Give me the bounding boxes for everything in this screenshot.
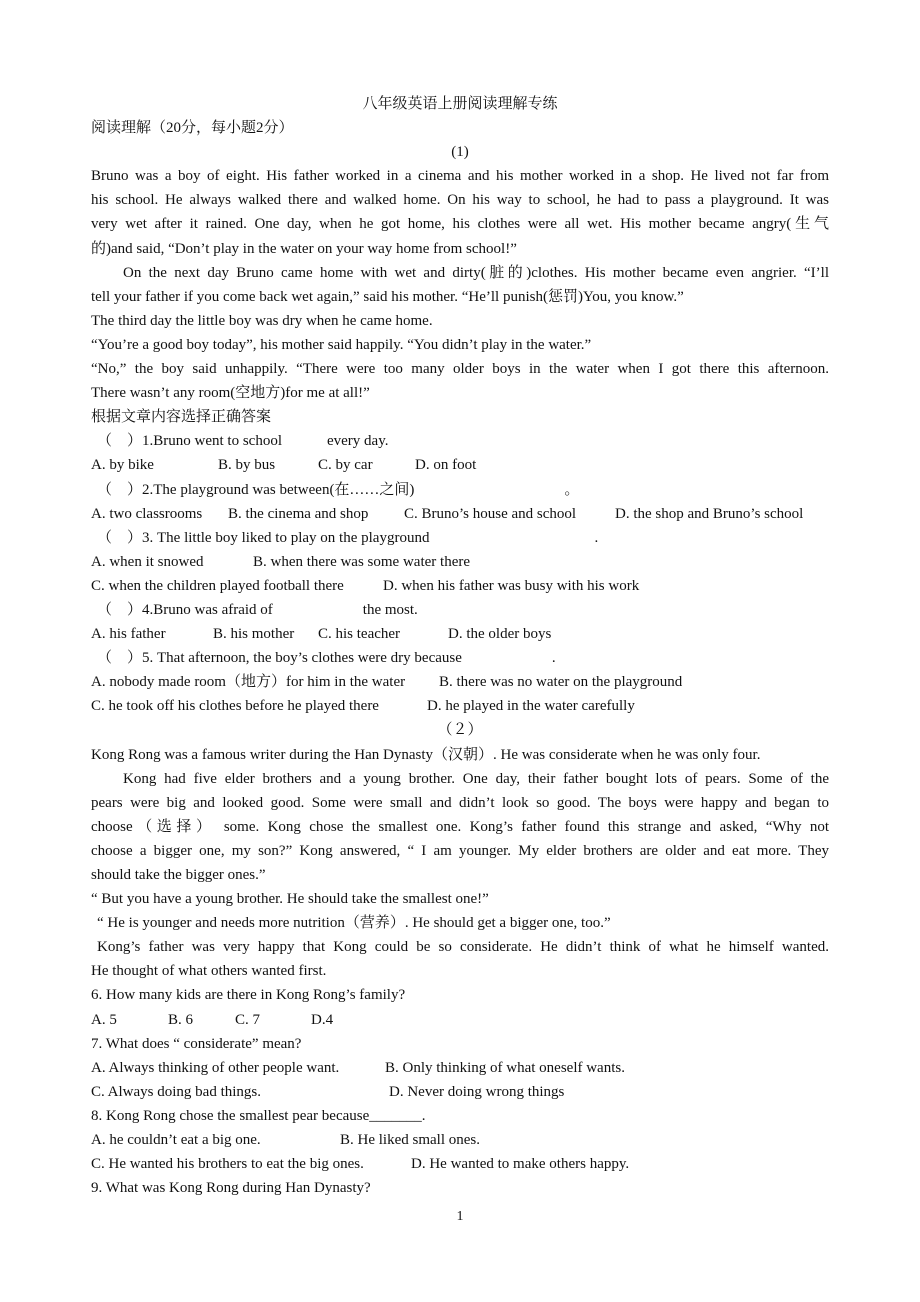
question-stem: 9. What was Kong Rong during Han Dynasty? [91,1180,371,1197]
option: D. the shop and Bruno’s school [615,505,804,522]
option: A. 5 [91,1011,117,1028]
passage2-line: “ He is younger and needs more nutrition（营养）. He should get a bigger one, too.” [97,915,611,932]
option: D. he played in the water carefully [427,698,635,715]
option: C. He wanted his brothers to eat the big ones. [91,1156,364,1173]
passage2-line: should take the bigger ones.” [91,867,266,883]
option: A. his father [91,626,166,643]
options-row [91,670,829,694]
passage1-line: The third day the little boy was dry when he came home. [91,312,433,329]
passage1-line: tell your father if you come back wet again,” said his mother. “He’ll punish(惩罚)You, you know.” [91,288,684,305]
options-row [91,1152,829,1176]
option: A. two classrooms [91,505,203,522]
question-stem: 7. What does “ considerate” mean? [91,1035,302,1052]
passage1-line: On the next day Bruno came home with wet and dirty(脏的)clothes. His mother became even angrier. “I’ll [123,264,829,281]
options-row [91,1008,829,1032]
question-stem: （ ）2.The playground was between(在……之间) 。 [97,481,580,498]
option: C. Always doing bad things. [91,1083,262,1100]
document-page [91,92,829,1200]
instruction: 根据文章内容选择正确答案 [91,409,272,426]
passage2-line: Kong Rong was a famous writer during the Han Dynasty（汉朝）. He was considerate when he was only four. [91,746,761,763]
option: A. nobody made room（地方）for him in the water [91,674,406,691]
options-row [91,1080,829,1104]
option: C. 7 [235,1011,261,1028]
option: B. He liked small ones. [340,1132,480,1149]
options-row [91,453,829,477]
passage1-line: Bruno was a boy of eight. His father worked in a cinema and his mother worked in a shop. He lived not far from [91,168,829,185]
option: C. by car [318,457,373,474]
passage2-line: “ But you have a young brother. He should take the smallest one!” [91,891,489,908]
options-row [91,1056,829,1080]
question-stem: （ ）1.Bruno went to school every day. [97,433,389,450]
passage2-line: Kong had five elder brothers and a young brother. One day, their father bought lots of pears. Some of the [123,770,829,787]
passage2-line: He thought of what others wanted first. [91,963,327,980]
page-number: 1 [456,1209,464,1224]
option: C. when the children played football there [91,577,344,594]
passage2-label: （２） [437,722,483,739]
option: C. Bruno’s house and school [404,505,577,522]
options-row [91,1128,829,1152]
option: C. his teacher [318,626,401,643]
option: D. He wanted to make others happy. [411,1156,630,1173]
section-heading: 阅读理解（20分，每小题2分） [91,120,294,137]
options-row [91,574,829,598]
option: A. Always thinking of other people want. [91,1059,340,1076]
passage2-line: Kong’s father was very happy that Kong could be so considerate. He didn’t think of what he himself wanted. [97,939,829,956]
option: B. 6 [168,1011,194,1028]
passage2-line: pears were big and looked good. Some were small and didn’t look so good. The boys were happy and began to [91,794,829,811]
passage1-line: his school. He always walked there and walked home. On his way to school, he had to pass a playground. It was [91,192,829,209]
option: B. when there was some water there [253,553,471,570]
passage2-line: choose a bigger one, my son?” Kong answered, “ I am younger. My elder brothers are older and eat more. They [91,842,829,859]
passage1-line: 的)and said, “Don’t play in the water on your way home from school!” [91,240,517,257]
option: A. by bike [91,457,154,474]
option: B. Only thinking of what oneself wants. [385,1059,625,1076]
option: C. he took off his clothes before he played there [91,698,379,715]
option: B. by bus [218,457,276,474]
question-stem: 6. How many kids are there in Kong Rong’s family? [91,987,406,1004]
option: D.4 [311,1011,334,1028]
doc-title: 八年级英语上册阅读理解专练 [362,96,558,112]
options-row [91,502,829,526]
options-row [91,622,829,646]
option: B. there was no water on the playground [439,674,683,691]
question-stem: （ ）4.Bruno was afraid of the most. [97,601,418,618]
passage1-line: very wet after it rained. One day, when he got home, his clothes were all wet. His mother became angry(生气 [91,216,829,233]
options-row [91,550,829,574]
question-stem: 8. Kong Rong chose the smallest pear because_______. [91,1107,426,1124]
option: D. the older boys [448,626,552,643]
question-stem: （ ）3. The little boy liked to play on the playground . [97,529,599,546]
options-row [91,694,829,718]
option: D. on foot [415,457,477,474]
passage2-line: choose（选择） some. Kong chose the smallest one. Kong’s father found this strange and asked, “Why not [91,818,829,835]
option: D. when his father was busy with his work [383,577,640,594]
option: D. Never doing wrong things [389,1083,565,1100]
passage1-line: “No,” the boy said unhappily. “There were too many older boys in the water when I got there this afternoon. [91,361,829,378]
passage1-label: (1) [451,144,469,161]
option: A. he couldn’t eat a big one. [91,1132,261,1149]
option: A. when it snowed [91,553,204,570]
option: B. the cinema and shop [228,505,369,522]
question-stem: （ ）5. That afternoon, the boy’s clothes were dry because . [97,650,556,667]
option: B. his mother [213,626,295,643]
passage1-line: There wasn’t any room(空地方)for me at all!” [91,385,370,402]
passage1-line: “You’re a good boy today”, his mother said happily. “You didn’t play in the water.” [91,336,592,353]
